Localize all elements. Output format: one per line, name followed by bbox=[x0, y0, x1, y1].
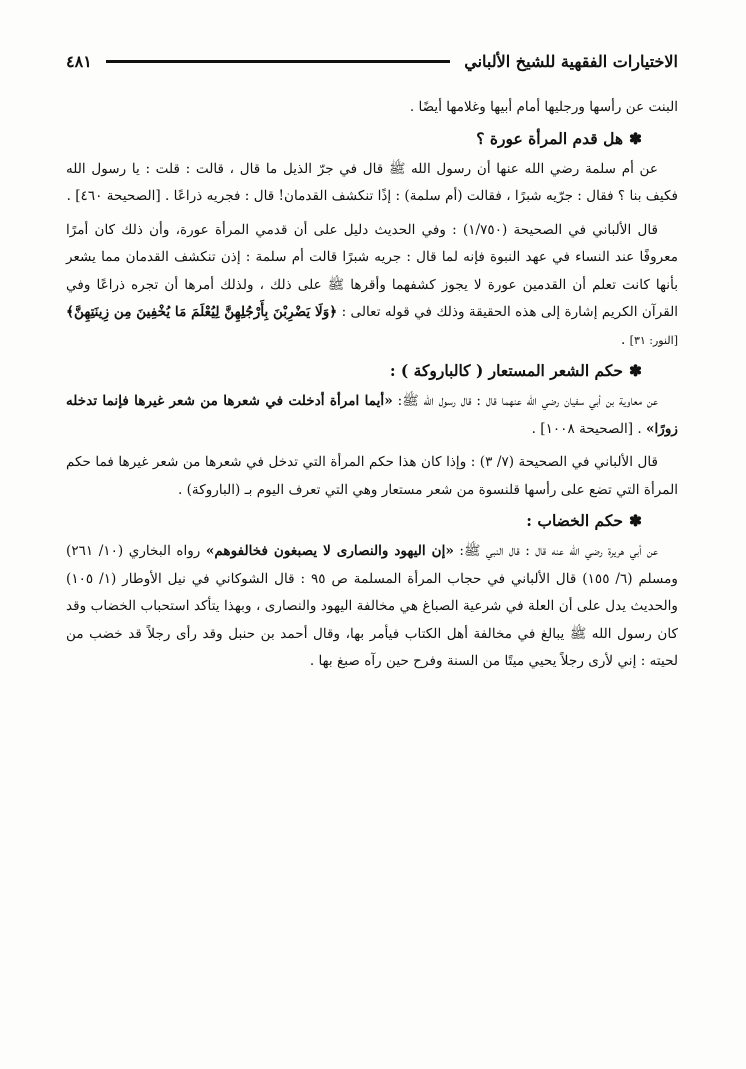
heading-text: حكم الخضاب : bbox=[526, 511, 623, 530]
heading-text: حكم الشعر المستعار ( كالباروكة ) : bbox=[389, 361, 623, 380]
star-icon: ✽ bbox=[629, 128, 642, 148]
comment-end: . bbox=[621, 331, 630, 348]
page-number: ٤٨١ bbox=[66, 51, 92, 71]
quran-verse: ﴿وَلَا يَضْرِبْنَ بِأَرْجُلِهِنَّ لِيُعْلَمَ مَا يُخْفِينَ مِن زِينَتِهِنَّ﴾ bbox=[66, 304, 338, 320]
hadith-commentary: رواه البخاري (١٠/ ٢٦١) ومسلم (٦/ ١٥٥) قال الألباني في حجاب المرأة المسلمة ص ٩٥ : قال الشوكاني في نيل الأوطار (١/ ١٠٥) والحديث يدل على أن العلة في شرعية الصباغ هي مخالفة اليهود والنصارى ، وبهذا يتأكد استحباب الخضاب وقد كان رسول الله ﷺ يبالغ في مخالفة أهل الكتاب فيأمر بها، وقال أحمد بن حنبل وقد رأى رجلاً قد خضب من لحيته : إني لأرى رجلاً يحيي ميتًا من السنة وفرح حين رآه صبغ بها . bbox=[66, 543, 679, 669]
comment-text: قال الألباني في الصحيحة (١/٧٥٠) : وفي الحديث دليل على أن قدمي المرأة عورة، وأن ذلك كان أمرًا معروفًا عند النساء في عهد النبوة فإنه لما قال : جريه شبرًا قالت أم سلمة : إذن تنكشف القدمان مما يشعر بأنها كانت تعلم أن القدمين عورة لا يجوز كشفهما وأقرها ﷺ على ذلك ، ولذلك أمرها أن تجره ذراعًا وفي القرآن الكريم إشارة إلى هذه الحقيقة وذلك في قوله تعالى : bbox=[66, 221, 678, 320]
narration-intro: عن معاوية بن أبي سفيان رضي الله عنهما قال : قال رسول الله ﷺ: bbox=[392, 393, 658, 409]
verse-citation: [النور: ٣١] bbox=[629, 333, 678, 347]
hadith-text: «أيما امرأة أدخلت في شعرها من شعر غيرها فإنما تدخله زورًا» bbox=[66, 393, 678, 437]
hadith-abu-huraira bbox=[66, 538, 678, 676]
page-body bbox=[66, 94, 678, 676]
page-header bbox=[66, 44, 678, 78]
albani-comment-wig: قال الألباني في الصحيحة (٧/ ٣) : وإذا كان هذا حكم المرأة التي تدخل في شعرها من شعر غيرها فما حكم المرأة التي تضع على رأسها قلنسوة من شعر مستعار وهي التي تعرف اليوم بـ (الباروكة) . bbox=[66, 454, 678, 498]
hadith-text: «إن اليهود والنصارى لا يصبغون فخالفوهم» bbox=[205, 543, 454, 559]
hadith-umm-salama: عن أم سلمة رضي الله عنها أن رسول الله ﷺ قال في جرّ الذيل ما قال ، قالت : قلت : يا رسول الله فكيف بنا ؟ فقال : جرّيه شبرًا ، فقالت (أم سلمة) : إذًا تنكشف القدمان! قال : فجريه ذراعًا . [الصحيحة ٤٦٠] . bbox=[66, 160, 678, 204]
narration-intro: عن أبي هريرة رضي الله عنه قال : قال النبي ﷺ: bbox=[453, 543, 658, 559]
heading-text: هل قدم المرأة عورة ؟ bbox=[476, 128, 623, 148]
header-rule bbox=[106, 60, 450, 63]
paragraph-continuation: البنت عن رأسها ورجليها أمام أبيها وغلامها أيضًا . bbox=[409, 99, 678, 115]
section-heading-wig bbox=[66, 356, 678, 386]
star-icon: ✽ bbox=[629, 361, 642, 380]
star-icon: ✽ bbox=[629, 511, 642, 530]
running-title: الاختيارات الفقهية للشيخ الألباني bbox=[464, 51, 678, 71]
section-heading-dye bbox=[66, 506, 678, 536]
hadith-source: . [الصحيحة ١٠٠٨] . bbox=[531, 420, 647, 437]
albani-comment-feet bbox=[66, 217, 678, 355]
hadith-muawiya bbox=[66, 388, 678, 443]
section-heading-foot bbox=[66, 124, 678, 154]
